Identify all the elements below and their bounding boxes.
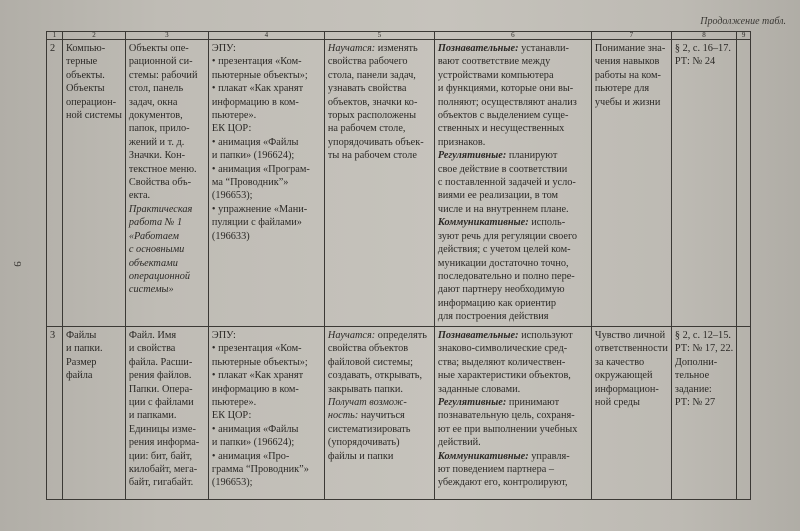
text-line: ции: бит, байт, [128,450,193,462]
text-line: файлы и папки [327,450,394,462]
text-line: • плакат «Как хранят [211,83,304,95]
column-number: 6 [434,32,591,40]
extra-task [675,356,733,410]
personal-results [591,40,671,327]
learn2-label: Получат возмож- [327,397,407,409]
uud-line: объектов с выделением суще- [437,110,569,122]
text-line: стол, панель [128,83,184,95]
learn-label: Научатся: [327,330,376,341]
text-line: стола, панели задач, [327,69,416,81]
text-line: пьютерные объекты»; [211,356,308,368]
text-line: ответственности [594,343,668,355]
text-line: Компью- [66,43,106,54]
uud-line: Коммуникативные: исполь- [437,217,566,229]
text-line: ЕК ЦОР: [211,410,252,422]
text-line: байт, гигабайт. [128,477,194,489]
practical-work [129,203,205,297]
column-number: 5 [324,32,434,40]
lesson-topic [63,40,126,327]
text-line: Значки. Кон- [128,150,186,162]
text-line: информацию в ком- [211,96,299,108]
notes-cell [737,327,751,500]
text-line: свойства объектов [327,343,409,355]
text-line: ма “Проводник”» [211,177,289,189]
column-number-row [47,32,751,40]
text-line: (196653); [211,477,253,489]
learn-text [328,342,431,396]
text-line: Чувство личной [594,330,666,341]
uud-line: вают соответствие между [437,56,551,68]
lesson-outcomes [324,40,434,327]
text-line: свойства рабочего [327,56,408,68]
text-line: и свойства [128,343,176,355]
text-line: пьютере для [594,83,650,95]
uud-line: действий. [437,437,481,449]
text-line: и папками. [128,410,177,422]
table-row [47,327,751,500]
uud-line: ют ее при выполнении учебных [437,423,578,435]
text-line: и папки» (196624); [211,437,295,449]
uud-label: Коммуникативные: [437,217,529,229]
learn-label: Научатся: [327,43,376,54]
learn-first: изменять [375,43,418,54]
lesson-plan-table [46,31,751,500]
text-line: Файлы [66,330,97,341]
text-line: Объекты опе- [128,43,189,54]
text-line: файловой системы; [327,356,413,368]
text-line: объекты. [66,69,105,81]
text-line: чения навыков [594,56,660,68]
text-line: Размер [66,356,97,368]
text-line: (упорядочивать) [327,437,400,449]
text-line: объектов, значки ко- [327,96,418,108]
uud-line: познавательную цель, сохраня- [437,410,575,422]
uud-line: свое действие в соответствии [437,163,568,175]
content-text [129,329,205,490]
text-line: Понимание зна- [594,43,666,54]
uud-line: Регулятивные: планируют [437,150,558,162]
text-line: информацион- [594,383,659,395]
text-line: работа № 1 [128,217,183,229]
uud-line: числе и на внутреннем плане. [437,203,569,215]
uud-line: муникации достаточно точно, [437,257,569,269]
uud-line: Регулятивные: принимают [437,397,560,409]
text-line: ЭПУ: [211,43,236,54]
text-line: систематизировать [327,423,411,435]
text-line: системы» [128,284,174,296]
uud-line: дают партнеру необходимую [437,284,565,296]
text-line: Файл. Имя [128,330,177,341]
text-line: упорядочивать объек- [327,136,424,148]
uud-label: Регулятивные: [437,150,507,162]
text-line: (196633) [211,230,250,242]
text-line: рения информа- [128,437,200,449]
lesson-topic [63,327,126,500]
text-line: килобайт, мега- [128,464,198,476]
homework [671,40,736,327]
uud-line: и функциями, которые они вы- [437,83,574,95]
text-line: РТ: № 24 [674,56,716,68]
uud-line: ные характеристики объектов, [437,370,571,382]
text-line: и папки. [66,343,103,355]
personal-results [591,327,671,500]
text-line: работы на ком- [594,69,661,81]
uud-line: Коммуникативные: управля- [437,450,570,462]
text-line: на рабочем столе, [327,123,406,135]
text-line: § 2, с. 12–15. [674,330,731,341]
text-line: • плакат «Как хранят [211,370,304,382]
text-line: ной среды [594,397,640,409]
uud-line: последовательно и полно пере- [437,270,575,282]
text-line: жений и т. д. [128,136,185,148]
text-line: Объекты [66,83,105,95]
text-line: Папки. Опера- [128,383,193,395]
column-number: 4 [208,32,324,40]
uud-line: зуют речь для регуляции своего [437,230,578,242]
lesson-uud [434,327,591,500]
uud-label: Познавательные: [437,43,519,54]
uud-line: полняют; осуществляют анализ [437,96,577,108]
column-number: 8 [671,32,736,40]
uud-label: Регулятивные: [437,397,507,409]
text-line: § 2, с. 16–17. [674,43,731,54]
lesson-resources [208,40,324,327]
text-line: файла. Расши- [128,356,193,368]
uud-line: Познавательные: используют [437,330,573,341]
uud-label: Коммуникативные: [437,450,529,462]
learn2-first: научиться [358,410,405,422]
uud-line: с поставленной задачей и усло- [437,177,576,189]
text-line: закрывать папки. [327,383,403,395]
text-line: ты на рабочем столе [327,150,417,162]
text-line: грамма “Проводник”» [211,464,309,476]
text-line: торых расположены [327,110,417,122]
text-line: учебы и жизни [594,96,661,108]
text-line: пуляции с файлами» [211,217,302,229]
lesson-resources [208,327,324,500]
uud-line: устройствами компьютера [437,69,554,81]
uud-line: для построения действия [437,311,549,323]
text-line: • презентация «Ком- [211,56,302,68]
text-line: ной системы [66,110,122,122]
learn2-label-b: ность: [327,410,359,422]
text-line: • анимация «Файлы [211,136,299,148]
text-line: терные [66,56,98,68]
text-line: файла [66,370,93,382]
text-line: ЭПУ: [211,330,236,341]
text-line: операцион- [66,96,117,108]
uud-line: ственных и несущественных [437,123,565,135]
learn-text [328,55,431,162]
text-line: «Работаем [128,230,179,242]
text-line: окружающей [594,370,653,382]
uud-label: Познавательные: [437,330,519,341]
uud-line: ства; выделяют количествен- [437,356,566,368]
text-line: Свойства объ- [128,177,192,189]
text-line: екта. [128,190,151,202]
column-number: 1 [47,32,63,40]
text-line: текстное меню. [128,163,197,175]
uud-line: информацию как ориентир [437,297,557,309]
uud-line: знаково-символические сред- [437,343,568,355]
continuation-header: Продолжение табл. [700,16,786,27]
text-line: • упражнение «Мани- [211,203,308,215]
text-line: Единицы изме- [128,423,196,435]
lesson-outcomes [324,327,434,500]
content-text [129,42,205,203]
text-line: РТ: № 27 [674,397,716,409]
text-line: • анимация «Файлы [211,423,299,435]
lesson-content [125,327,208,500]
column-number: 9 [737,32,751,40]
text-line: Практическая [128,203,193,215]
text-line: • анимация «Програм- [211,163,310,175]
text-line: ЕК ЦОР: [211,123,252,135]
text-line: узнавать свойства [327,83,407,95]
text-line: документов, [128,110,183,122]
learn2-text [328,423,431,463]
text-line: тельное [674,370,710,382]
uud-line: убеждают его, контролируют, [437,477,568,489]
column-number: 7 [591,32,671,40]
text-line: информацию в ком- [211,383,299,395]
text-line: с основными [128,244,185,256]
uud-line: виями ее реализации, в том [437,190,559,202]
learn-first: определять [375,330,427,341]
text-line: пьютерные объекты»; [211,69,308,81]
text-line: • презентация «Ком- [211,343,302,355]
text-line: • анимация «Про- [211,450,290,462]
page-number: 9 [10,261,23,267]
text-line: рационной си- [128,56,193,68]
lesson-content [125,40,208,327]
uud-line: признаков. [437,136,486,148]
text-line: РТ: № 17, 22. [674,343,734,355]
text-line: ции с файлами [128,397,194,409]
text-line: (196653); [211,190,253,202]
text-line: Дополни- [674,356,718,368]
uud-line: действия; с учетом целей ком- [437,244,571,256]
notes-cell [737,40,751,327]
lesson-uud [434,40,591,327]
text-line: задач, окна [128,96,178,108]
homework-text [675,329,733,356]
lesson-number: 3 [47,327,63,500]
table-row [47,40,751,327]
text-line: за качество [594,356,645,368]
text-line: пьютере». [211,397,257,409]
text-line: создавать, открывать, [327,370,423,382]
text-line: объектами [128,257,178,269]
text-line: пьютере». [211,110,257,122]
text-line: папок, прило- [128,123,190,135]
text-line: стемы: рабочий [128,69,198,81]
uud-line: заданные словами. [437,383,521,395]
text-line: задание: [674,383,712,395]
text-line: операционной [128,270,191,282]
uud-line: Познавательные: устанавли- [437,43,569,54]
text-line: и папки» (196624); [211,150,295,162]
text-line: рения файлов. [128,370,192,382]
homework [671,327,736,500]
column-number: 3 [125,32,208,40]
uud-line: ют поведением партнера – [437,464,555,476]
lesson-number: 2 [47,40,63,327]
column-number: 2 [63,32,126,40]
